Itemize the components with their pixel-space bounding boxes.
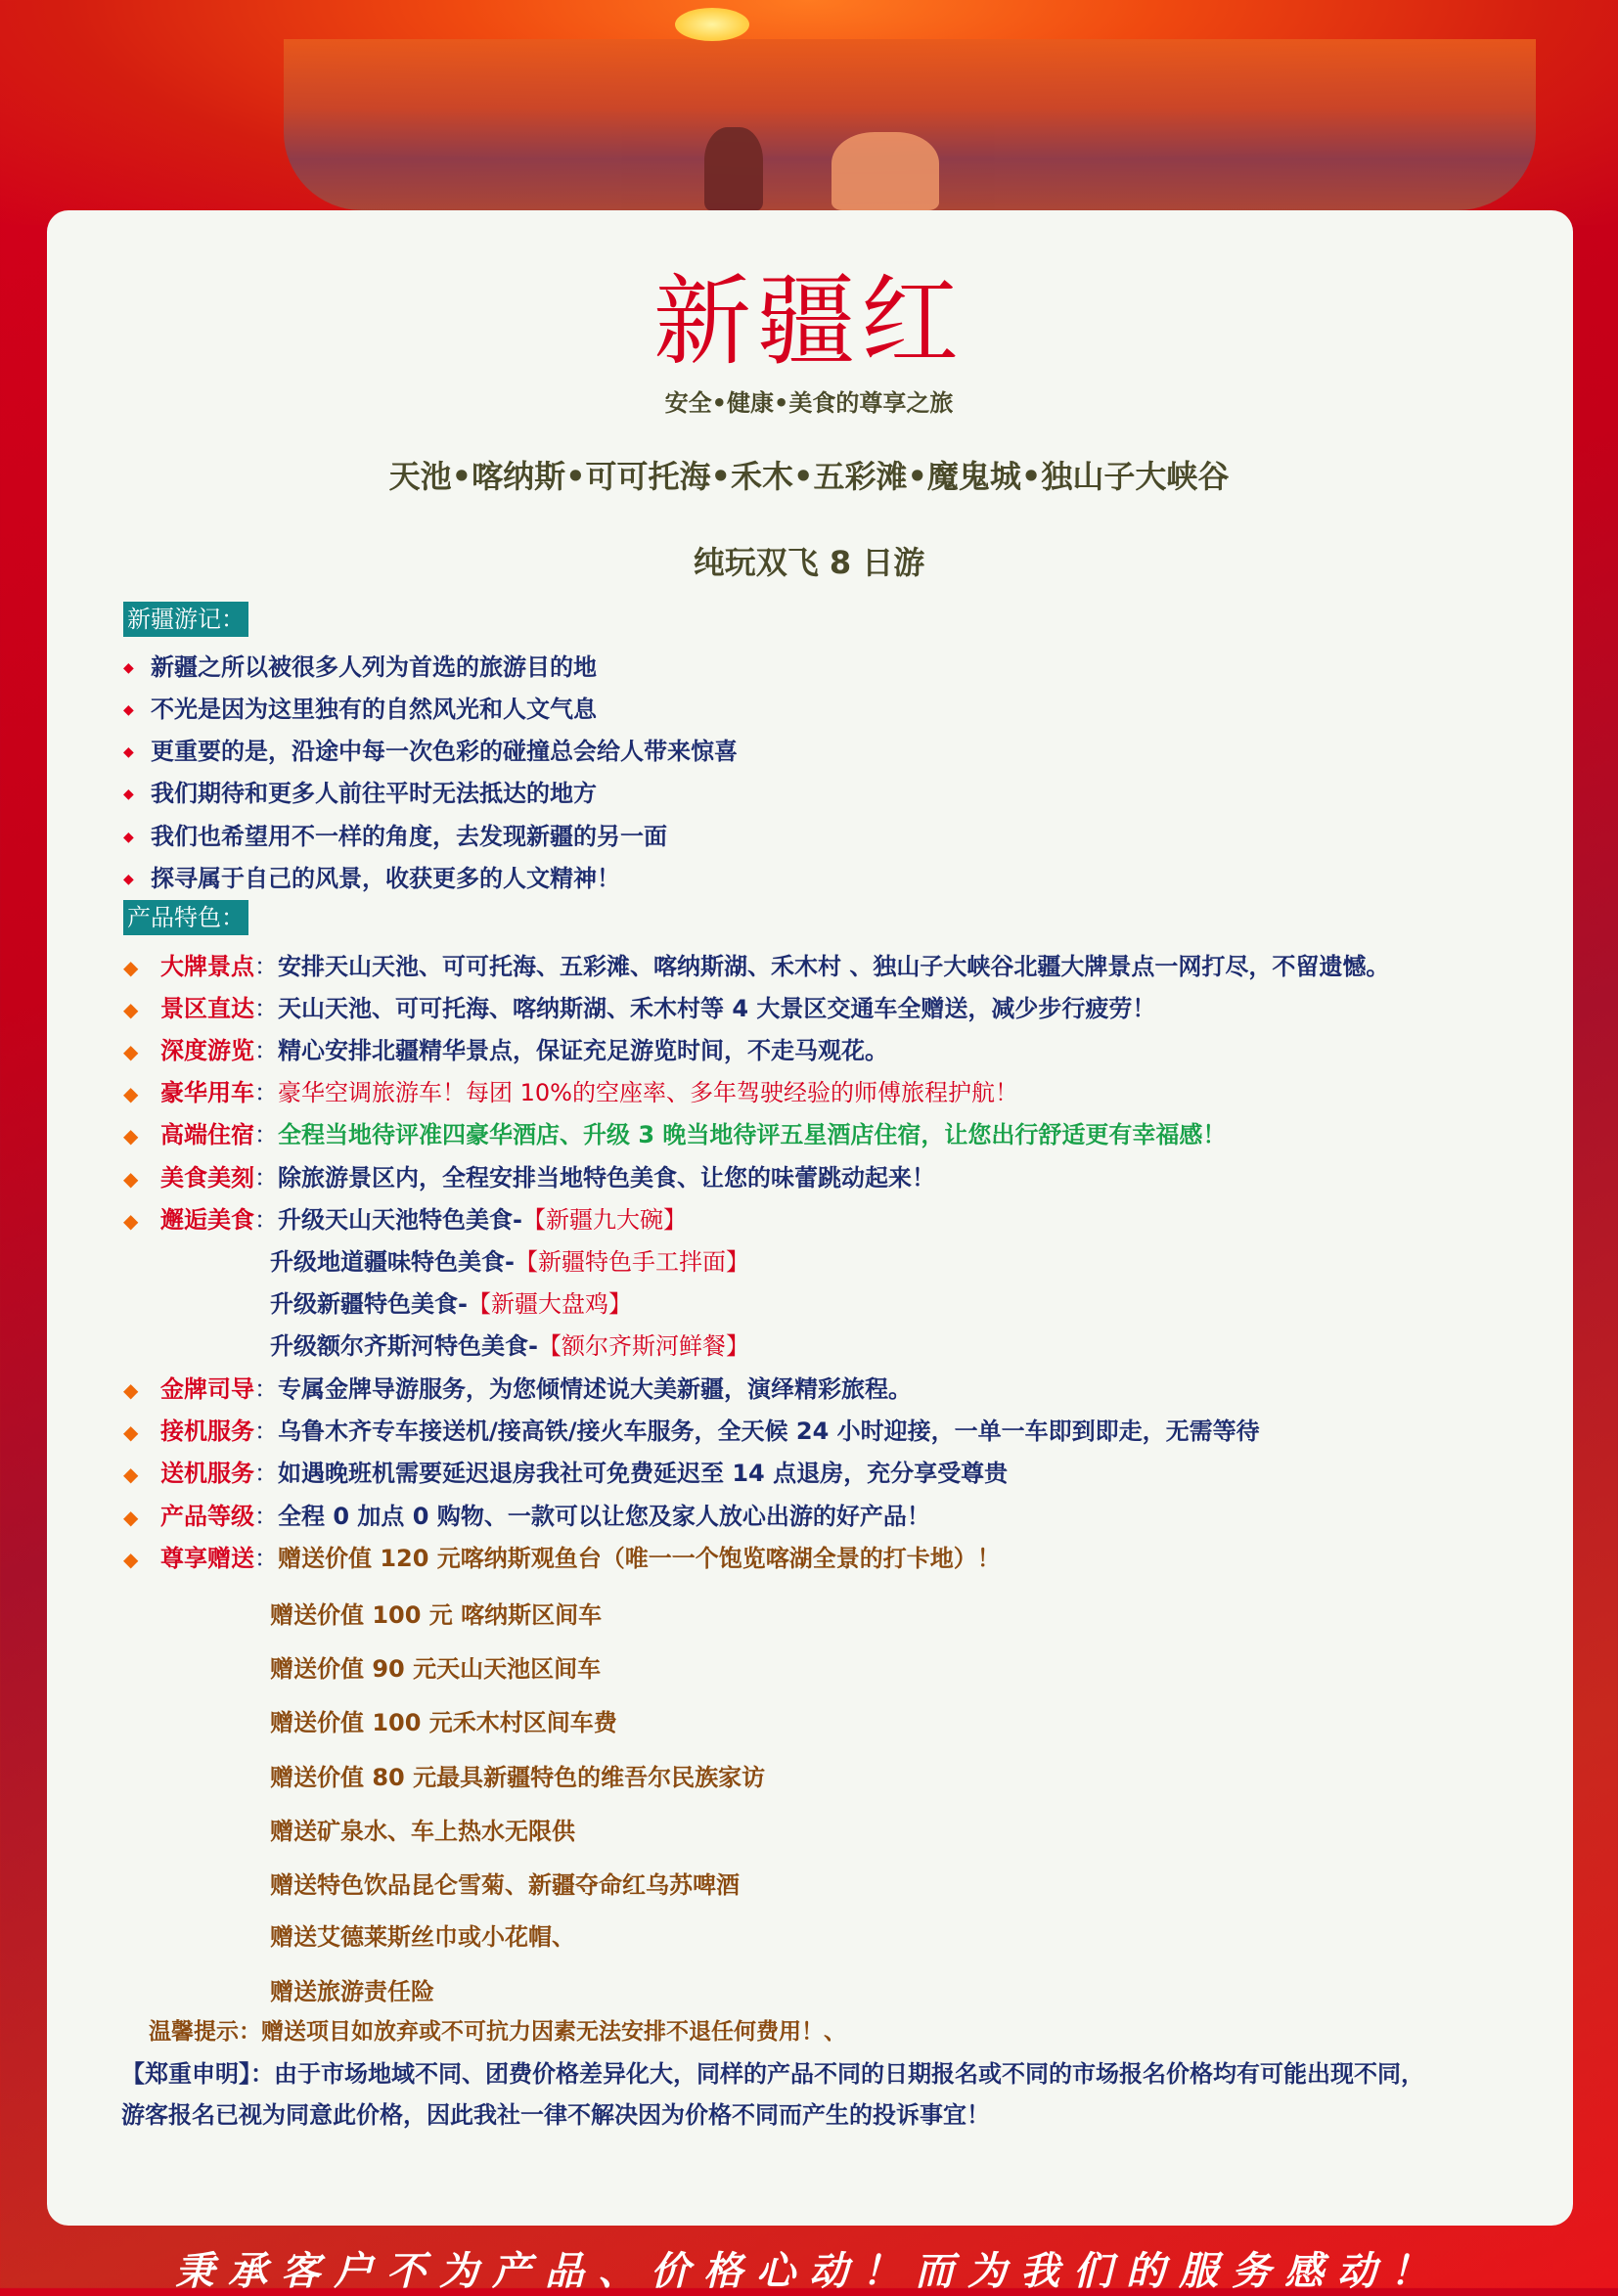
diamond-icon: ◆ [123, 1124, 139, 1148]
gift-item: 赠送价值 100 元禾木村区间车费 [270, 1709, 617, 1736]
feature-row: ◆ 接机服务：乌鲁木齐专车接送机/接高铁/接火车服务，全天候 24 小时迎接，一单一车即到即走，无需等待 [123, 1418, 1260, 1445]
food-row: 升级地道疆味特色美食-【新疆特色手工拌面】 [270, 1248, 749, 1276]
feature-row: ◆ 豪华用车：豪华空调旅游车！每团 10%的空座率、多年驾驶经验的师傅旅程护航！ [123, 1079, 1018, 1106]
diamond-icon: ◆ [123, 1463, 139, 1486]
duration-title: 纯玩双飞 8 日游 [693, 544, 925, 581]
dancer-figure-right [831, 132, 939, 210]
journal-line: ◆ 新疆之所以被很多人列为首选的旅游目的地 [123, 653, 597, 681]
feature-row: ◆ 景区直达：天山天池、可可托海、喀纳斯湖、禾木村等 4 大景区交通车全赠送，减少步行疲劳！ [123, 995, 1156, 1022]
footer-slogan: 秉承客户不为产品、价格心动！而为我们的服务感动！ [175, 2248, 1443, 2294]
diamond-icon: ◆ [123, 830, 134, 845]
diamond-icon: ◆ [123, 1420, 139, 1444]
journal-line: ◆ 我们期待和更多人前往平时无法抵达的地方 [123, 780, 597, 807]
feature-row: ◆ 尊享赠送：赠送价值 120 元喀纳斯观鱼台（唯一一个饱览喀湖全景的打卡地）！ [123, 1545, 1001, 1572]
diamond-icon: ◆ [123, 744, 134, 760]
feature-row: ◆ 送机服务：如遇晚班机需要延迟退房我社可免费延迟至 14 点退房，充分享受尊贵 [123, 1460, 1009, 1487]
diamond-icon: ◆ [123, 1209, 139, 1233]
diamond-icon: ◆ [123, 702, 134, 718]
route-title: 天池•喀纳斯•可可托海•禾木•五彩滩•魔鬼城•独山子大峡谷 [388, 458, 1230, 495]
diamond-icon: ◆ [123, 998, 139, 1021]
food-row: 升级额尔齐斯河特色美食-【额尔齐斯河鲜餐】 [270, 1332, 749, 1360]
gift-item: 赠送矿泉水、车上热水无限供 [270, 1818, 575, 1845]
feature-row: ◆ 产品等级：全程 0 加点 0 购物、一款可以让您及家人放心出游的好产品！ [123, 1503, 930, 1530]
diamond-icon: ◆ [123, 1040, 139, 1063]
feature-row: ◆ 邂逅美食：升级天山天池特色美食-【新疆九大碗】 [123, 1206, 687, 1234]
diamond-icon: ◆ [123, 1506, 139, 1529]
journal-line: ◆ 更重要的是，沿途中每一次色彩的碰撞总会给人带来惊喜 [123, 738, 738, 765]
journal-line: ◆ 我们也希望用不一样的角度，去发现新疆的另一面 [123, 823, 667, 850]
feature-row: ◆ 高端住宿：全程当地待评准四豪华酒店、升级 3 晚当地待评五星酒店住宿，让您出行舒适更有幸福感！ [123, 1121, 1227, 1148]
diamond-icon: ◆ [123, 660, 134, 676]
diamond-icon: ◆ [123, 872, 134, 887]
gift-item: 赠送价值 90 元天山天池区间车 [270, 1655, 602, 1683]
feature-row: ◆ 金牌司导：专属金牌导游服务，为您倾情述说大美新疆，演绎精彩旅程。 [123, 1375, 912, 1403]
journal-line: ◆ 不光是因为这里独有的自然风光和人文气息 [123, 696, 597, 723]
diamond-icon: ◆ [123, 1082, 139, 1105]
feature-row: ◆ 美食美刻：除旅游景区内，全程安排当地特色美食、让您的味蕾跳动起来！ [123, 1164, 935, 1192]
gift-item: 赠送旅游责任险 [270, 1978, 434, 2005]
gift-item: 赠送艾德莱斯丝巾或小花帽、 [270, 1923, 575, 1951]
features-label: 产品特色： [123, 900, 248, 935]
tagline: 安全•健康•美食的尊享之旅 [664, 389, 954, 417]
warm-tip: 温馨提示：赠送项目如放弃或不可抗力因素无法安排不退任何费用！、 [149, 2019, 846, 2045]
gift-item: 赠送价值 100 元 喀纳斯区间车 [270, 1601, 603, 1629]
dancer-figure-left [704, 127, 763, 210]
journal-label: 新疆游记： [123, 602, 248, 637]
food-row: 升级新疆特色美食-【新疆大盘鸡】 [270, 1290, 632, 1318]
journal-line: ◆ 探寻属于自己的风景，收获更多的人文精神！ [123, 865, 620, 892]
page-title: 新疆红 [653, 264, 965, 379]
diamond-icon: ◆ [123, 956, 139, 979]
sun-image [675, 8, 749, 41]
desert-scene-image [284, 39, 1536, 210]
diamond-icon: ◆ [123, 787, 134, 802]
diamond-icon: ◆ [123, 1167, 139, 1191]
gift-item: 赠送特色饮品昆仑雪菊、新疆夺命红乌苏啤酒 [270, 1871, 740, 1899]
statement-line: 【郑重申明】：由于市场地域不同、团费价格差异化大，同样的产品不同的日期报名或不同的市场报名价格均有可能出现不同， [121, 2060, 1424, 2088]
feature-row: ◆ 深度游览：精心安排北疆精华景点，保证充足游览时间，不走马观花。 [123, 1037, 888, 1064]
feature-row: ◆ 大牌景点：安排天山天池、可可托海、五彩滩、喀纳斯湖、禾木村 、独山子大峡谷北疆大牌景点一网打尽，不留遗憾。 [123, 953, 1390, 980]
diamond-icon: ◆ [123, 1378, 139, 1402]
statement-line: 游客报名已视为同意此价格，因此我社一律不解决因为价格不同而产生的投诉事宜！ [121, 2101, 990, 2129]
gift-item: 赠送价值 80 元最具新疆特色的维吾尔民族家访 [270, 1764, 766, 1791]
diamond-icon: ◆ [123, 1548, 139, 1571]
